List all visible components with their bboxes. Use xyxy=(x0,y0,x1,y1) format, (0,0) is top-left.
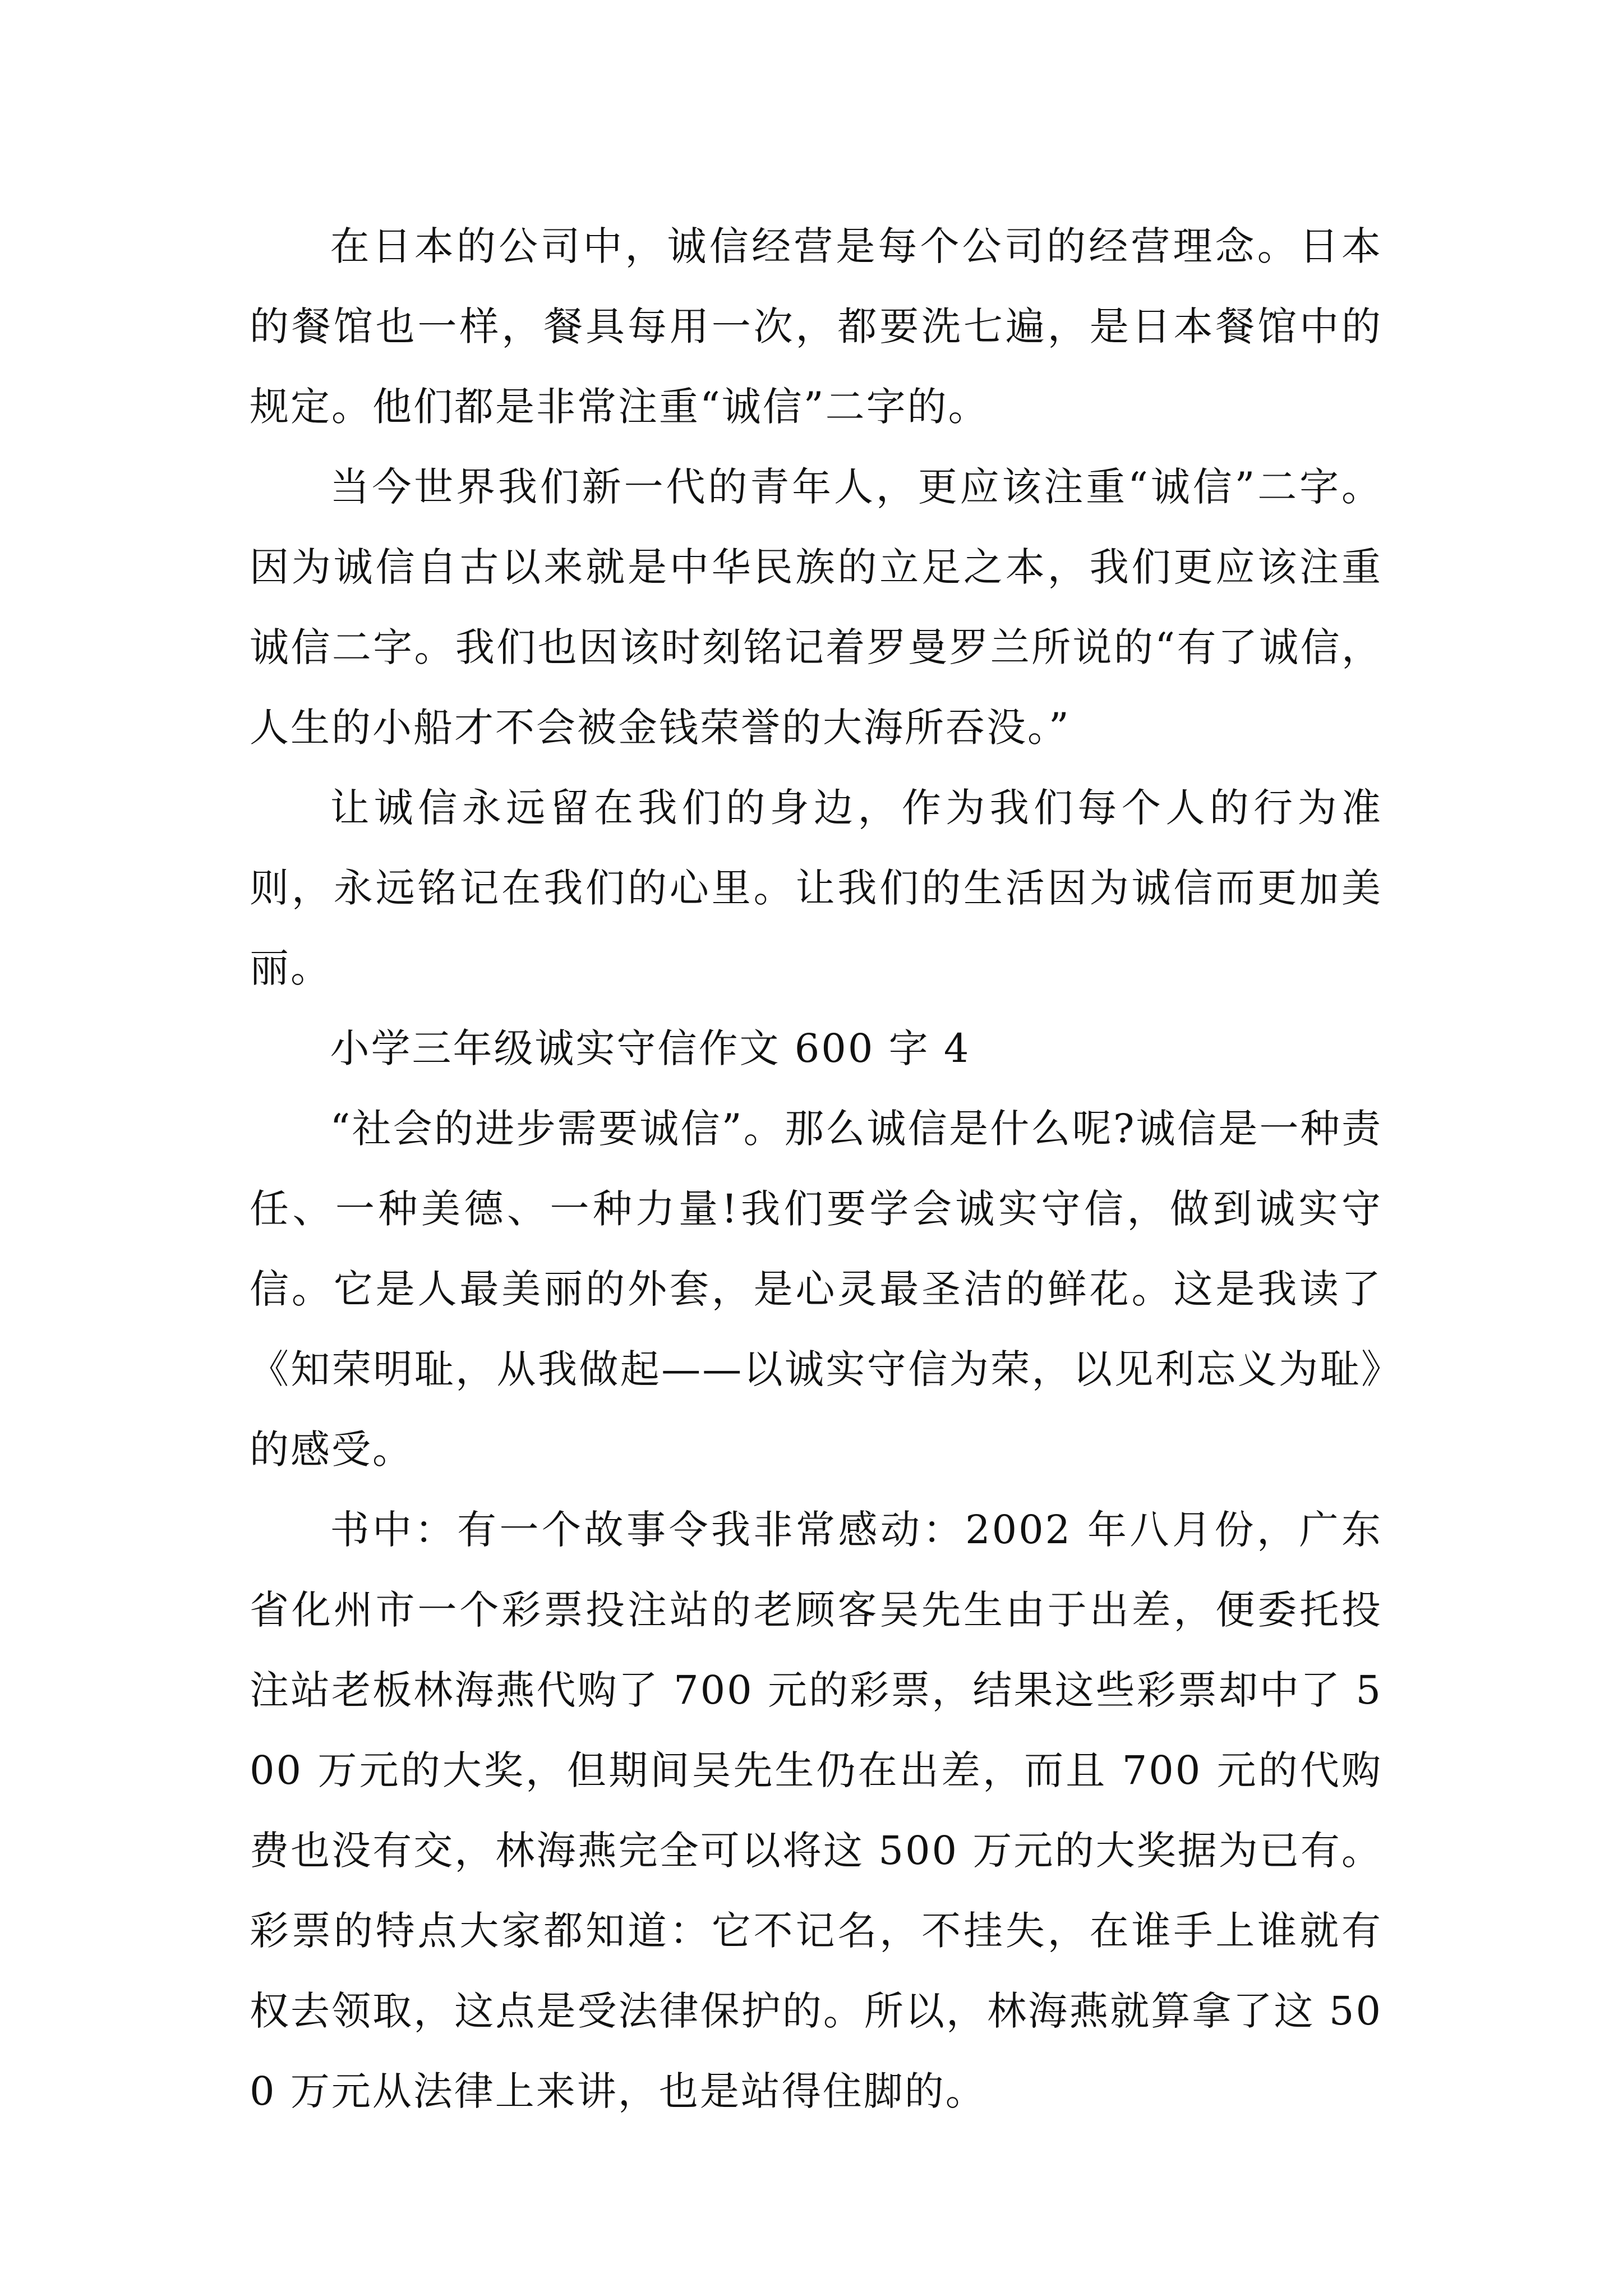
paragraph-lottery-story: 书中：有一个故事令我非常感动：2002 年八月份，广东省化州市一个彩票投注站的老顾客吴先生由于出差，便委托投注站老板林海燕代购了 700 元的彩票，结果这些彩票却中了 500 万元的大奖，但期间吴先生仍在出差，而且 700 元的代购费也没有交，林海燕完全可以将这 500 万元的大奖据为已有。彩票的特点大家都知道：它不记名，不挂失，在谁手上谁就有权去领取，这点是受法律保护的。所以，林海燕就算拿了这 500 万元从法律上来讲，也是站得住脚的。 xyxy=(250,1507,1382,2114)
paragraph-society-needs-integrity: “社会的进步需要诚信”。那么诚信是什么呢?诚信是一种责任、一种美德、一种力量!我们要学会诚实守信，做到诚实守信。它是人最美丽的外套，是心灵最圣洁的鲜花。这是我读了《知荣明耻，从我做起——以诚实守信为荣，以见利忘义为耻》的感受。 xyxy=(250,1106,1382,1473)
paragraph-youth-integrity: 当今世界我们新一代的青年人，更应该注重“诚信”二字。因为诚信自古以来就是中华民族的立足之本，我们更应该注重诚信二字。我们也因该时刻铭记着罗曼罗兰所说的“有了诚信，人生的小船才不会被金钱荣誉的大海所吞没。” xyxy=(250,464,1382,751)
essay-heading: 小学三年级诚实守信作文 600 字 4 xyxy=(330,1025,971,1071)
paragraph-japan-integrity: 在日本的公司中，诚信经营是每个公司的经营理念。日本的餐馆也一样，餐具每用一次，都要洗七遍，是日本餐馆中的规定。他们都是非常注重“诚信”二字的。 xyxy=(250,223,1382,430)
document-body xyxy=(250,206,1382,2132)
paragraph-keep-integrity: 让诚信永远留在我们的身边，作为我们每个人的行为准则，永远铭记在我们的心里。让我们的生活因为诚信而更加美丽。 xyxy=(250,785,1382,991)
